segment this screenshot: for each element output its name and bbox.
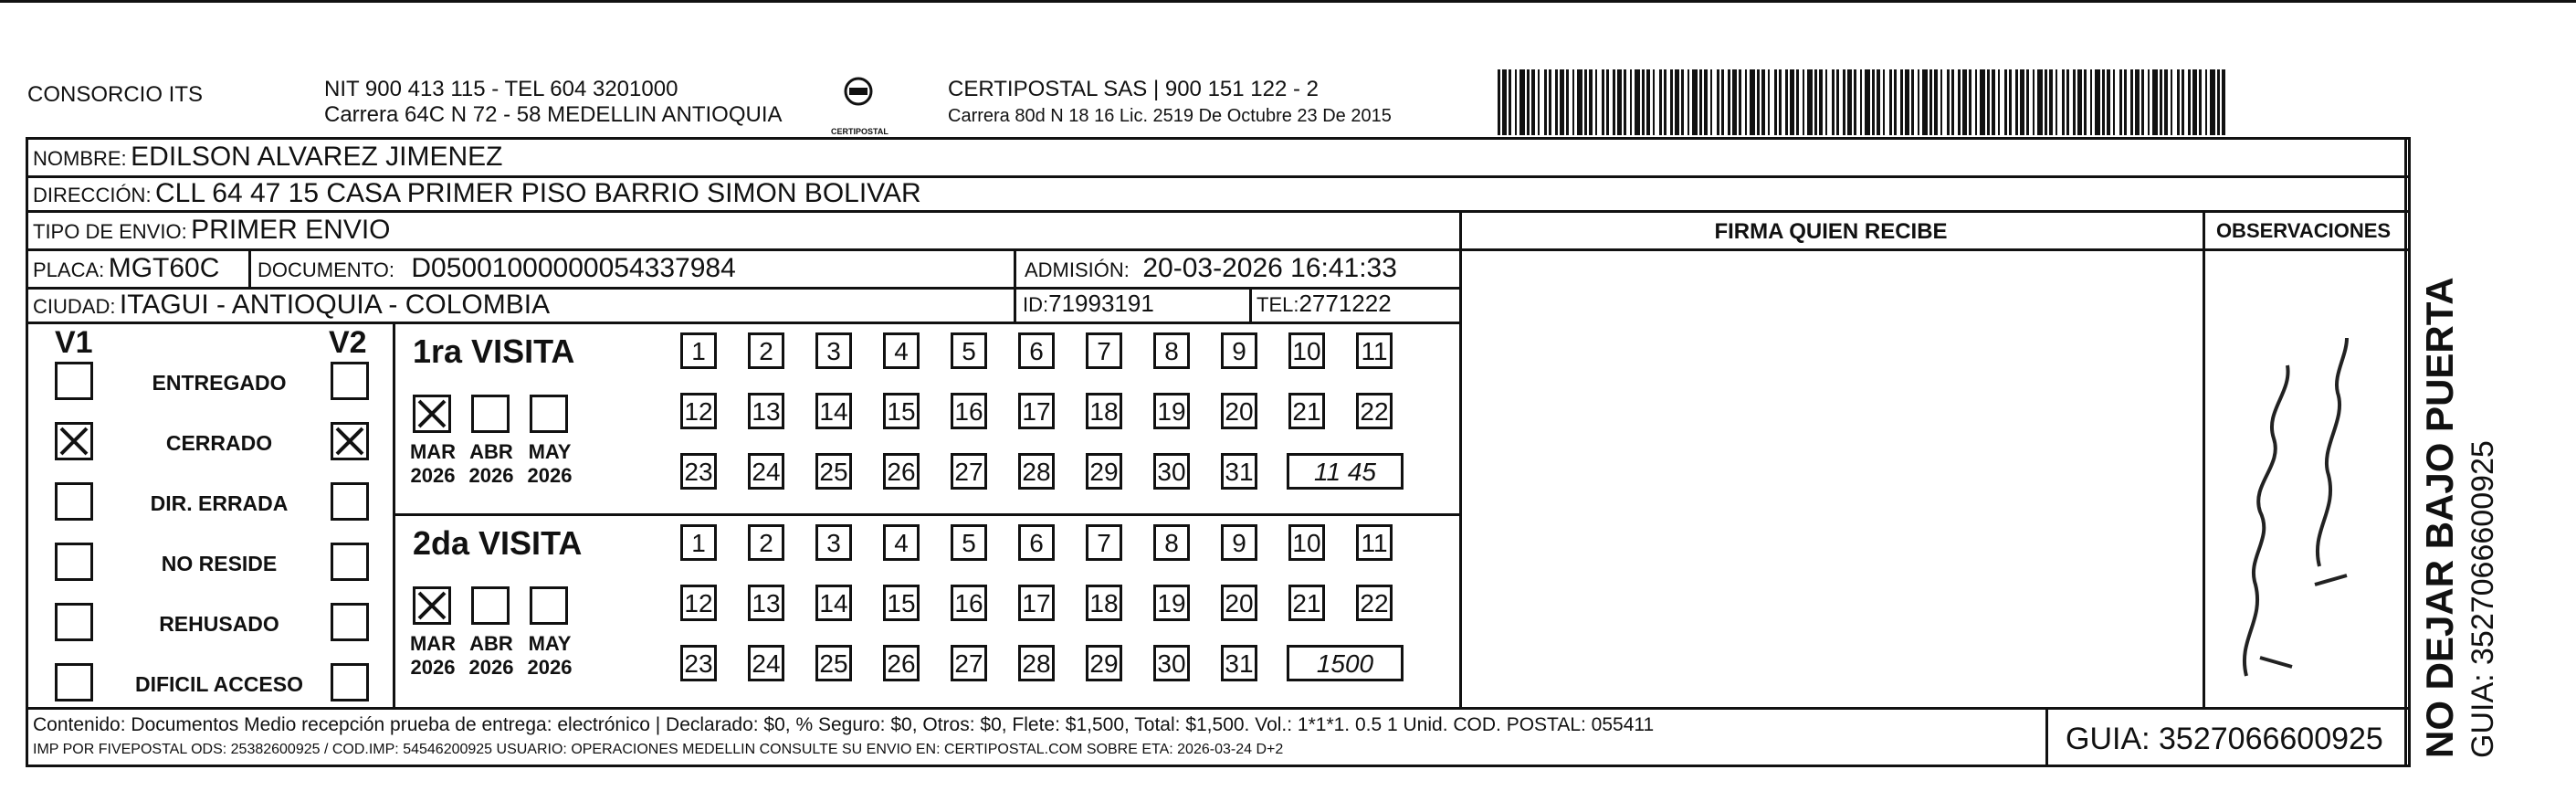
barcode-bar: [2171, 69, 2172, 135]
barcode-bar: [1929, 69, 1932, 135]
barcode-bar: [2095, 69, 2100, 135]
barcode-bar: [1951, 69, 1954, 135]
day-box[interactable]: 28: [1018, 645, 1055, 681]
day-box[interactable]: 29: [1086, 453, 1122, 490]
day-box[interactable]: 6: [1018, 524, 1055, 561]
v2-checkbox[interactable]: [331, 603, 369, 641]
tel-value: 2771222: [1299, 290, 1392, 317]
barcode-bar: [1987, 69, 1990, 135]
v1-checkbox[interactable]: [55, 603, 93, 641]
name-row: [33, 142, 502, 173]
day-box[interactable]: 14: [815, 585, 852, 621]
barcode-bar: [1617, 69, 1622, 135]
barcode-bar: [1969, 69, 1971, 135]
day-box[interactable]: 24: [748, 453, 784, 490]
visit1-title: 1ra VISITA: [413, 332, 575, 370]
handwritten-time: 1500: [1287, 645, 1404, 681]
day-box[interactable]: 11: [1356, 332, 1393, 369]
barcode-bar: [1980, 69, 1985, 135]
month-label: [464, 440, 519, 488]
barcode-bar: [2199, 69, 2202, 135]
barcode-bar: [1670, 69, 1673, 135]
barcode-bar: [1519, 69, 1525, 135]
v1-checkbox[interactable]: [55, 482, 93, 521]
barcode-bar: [1509, 69, 1511, 135]
barcode-bar: [1934, 69, 1938, 135]
handwritten-time: 11 45: [1287, 453, 1404, 490]
barcode-bar: [2090, 69, 2092, 135]
barcode-bar: [1803, 69, 1804, 135]
barcode-bar: [1975, 69, 1977, 135]
v2-checkbox[interactable]: [331, 422, 369, 460]
row-divider: [1459, 248, 2411, 251]
barcode-bar: [1613, 69, 1615, 135]
barcode-bar: [1877, 69, 1880, 135]
day-box[interactable]: 15: [883, 585, 920, 621]
certipostal-line-1: CERTIPOSTAL SAS | 900 151 122 - 2: [948, 77, 1319, 101]
day-box[interactable]: 21: [1288, 585, 1325, 621]
day-box[interactable]: 31: [1221, 453, 1257, 490]
day-box[interactable]: 12: [680, 393, 717, 429]
barcode-bar: [1947, 69, 1950, 135]
month-year: 2026: [410, 464, 456, 487]
month-label: [405, 632, 460, 680]
barcode-bar: [1584, 69, 1587, 135]
barcode-bar: [2192, 69, 2197, 135]
day-box[interactable]: 13: [748, 585, 784, 621]
day-box[interactable]: 5: [951, 524, 987, 561]
barcode-bar: [1595, 69, 1597, 135]
day-box[interactable]: 31: [1221, 645, 1257, 681]
barcode-bar: [1847, 69, 1852, 135]
certipostal-line-2: Carrera 80d N 18 16 Lic. 2519 De Octubre 23 De 2015: [948, 106, 1392, 126]
observations-header: OBSERVACIONES: [2215, 219, 2392, 242]
tel-label: TEL:: [1256, 293, 1299, 316]
barcode-bar: [1498, 69, 1500, 135]
company-name: CONSORCIO ITS: [27, 82, 204, 107]
barcode-bar: [1659, 69, 1662, 135]
barcode-bar: [2049, 69, 2053, 135]
barcode-bar: [1549, 69, 1551, 135]
barcode: [1498, 69, 2228, 135]
month-year: 2026: [410, 656, 456, 679]
barcode-bar: [1717, 69, 1719, 135]
day-box[interactable]: 23: [680, 645, 717, 681]
day-box[interactable]: 11: [1356, 524, 1393, 561]
day-box[interactable]: 30: [1153, 645, 1190, 681]
day-box[interactable]: 3: [815, 524, 852, 561]
barcode-bar: [2124, 69, 2127, 135]
barcode-bar: [1653, 69, 1655, 135]
col-divider: [2404, 137, 2407, 767]
month-label: [405, 440, 460, 488]
month-year: 2026: [527, 656, 573, 679]
day-box[interactable]: 4: [883, 332, 920, 369]
month-label: [522, 632, 577, 680]
barcode-bar: [2073, 69, 2076, 135]
v1-checkbox[interactable]: [55, 362, 93, 400]
barcode-bar: [2066, 69, 2069, 135]
day-box[interactable]: 28: [1018, 453, 1055, 490]
day-box[interactable]: 4: [883, 524, 920, 561]
barcode-bar: [1779, 69, 1782, 135]
barcode-bar: [1940, 69, 1942, 135]
barcode-bar: [1630, 69, 1632, 135]
nit-line-1: NIT 900 413 115 - TEL 604 3201000: [324, 77, 678, 101]
day-box[interactable]: 17: [1018, 585, 1055, 621]
barcode-bar: [2164, 69, 2168, 135]
month-name: ABR: [469, 632, 513, 655]
barcode-bar: [1688, 69, 1689, 135]
type-value: PRIMER ENVIO: [191, 215, 391, 245]
day-box[interactable]: 25: [815, 645, 852, 681]
id-label: ID:: [1023, 293, 1049, 316]
barcode-bar: [2222, 69, 2225, 135]
col-divider: [1249, 287, 1252, 322]
barcode-bar: [1502, 69, 1507, 135]
barcode-bar: [2130, 69, 2133, 135]
side-title: [2418, 277, 2462, 758]
barcode-bar: [1602, 69, 1604, 135]
col-divider: [248, 248, 251, 287]
barcode-bar: [1606, 69, 1609, 135]
barcode-bar: [2135, 69, 2140, 135]
side-guia-text: GUIA: 3527066600925: [2466, 440, 2500, 758]
barcode-bar: [1635, 69, 1640, 135]
day-box[interactable]: 26: [883, 453, 920, 490]
day-box[interactable]: 10: [1288, 332, 1325, 369]
day-box[interactable]: 8: [1153, 332, 1190, 369]
barcode-bar: [1790, 69, 1794, 135]
barcode-bar: [1721, 69, 1724, 135]
col-divider: [2045, 707, 2048, 767]
status-label: DIR. ERRADA: [150, 491, 289, 515]
month-label: [464, 632, 519, 680]
status-label: DIFICIL ACCESO: [134, 672, 303, 696]
barcode-bar: [1814, 69, 1817, 135]
certipostal-logo: [831, 75, 888, 136]
nit-line-2: Carrera 64C N 72 - 58 MEDELLIN ANTIOQUIA: [324, 102, 783, 127]
v1-checkbox[interactable]: [55, 422, 93, 460]
row-divider: [26, 322, 1459, 324]
day-box[interactable]: 1: [680, 332, 717, 369]
month-name: MAR: [409, 440, 457, 463]
day-box[interactable]: 21: [1288, 393, 1325, 429]
plate-label: PLACA:: [33, 258, 105, 281]
barcode-bar: [2148, 69, 2150, 135]
day-box[interactable]: 2: [748, 524, 784, 561]
col-divider: [1459, 210, 1462, 707]
barcode-bar: [2113, 69, 2115, 135]
barcode-bar: [2160, 69, 2162, 135]
city-label: CIUDAD:: [33, 295, 116, 318]
city-row: [33, 290, 550, 321]
barcode-bar: [2037, 69, 2043, 135]
admission-value: 20-03-2026 16:41:33: [1142, 253, 1397, 283]
v2-checkbox[interactable]: [331, 663, 369, 701]
day-box[interactable]: 30: [1153, 453, 1190, 490]
barcode-bar: [2210, 69, 2215, 135]
barcode-bar: [2188, 69, 2191, 135]
barcode-bar: [1692, 69, 1698, 135]
barcode-bar: [2026, 69, 2029, 135]
type-row: [33, 215, 391, 246]
visit2-title: 2da VISITA: [413, 524, 583, 562]
barcode-bar: [1768, 69, 1770, 135]
day-box[interactable]: 16: [951, 393, 987, 429]
barcode-bar: [1911, 69, 1914, 135]
barcode-bar: [2182, 69, 2184, 135]
day-box[interactable]: 19: [1153, 393, 1190, 429]
barcode-bar: [2217, 69, 2220, 135]
footer-guia: GUIA: 3527066600925: [2066, 722, 2383, 756]
barcode-bar: [2033, 69, 2035, 135]
name-value: EDILSON ALVAREZ JIMENEZ: [131, 142, 503, 172]
row-divider: [26, 210, 2411, 213]
barcode-bar: [1774, 69, 1777, 135]
barcode-bar: [1515, 69, 1517, 135]
side-title-text: NO DEJAR BAJO PUERTA: [2418, 277, 2461, 758]
day-box[interactable]: 19: [1153, 585, 1190, 621]
day-box[interactable]: 6: [1018, 332, 1055, 369]
admission-row: [1025, 253, 1397, 284]
day-box[interactable]: 12: [680, 585, 717, 621]
barcode-bar: [1905, 69, 1909, 135]
day-box[interactable]: 22: [1356, 585, 1393, 621]
logo-text: CERTIPOSTAL: [831, 127, 888, 136]
barcode-bar: [1699, 69, 1702, 135]
month-checkbox[interactable]: [413, 586, 451, 625]
month-checkbox[interactable]: [530, 586, 568, 625]
barcode-bar: [2020, 69, 2024, 135]
day-box[interactable]: 23: [680, 453, 717, 490]
barcode-bar: [1825, 69, 1827, 135]
barcode-bar: [1918, 69, 1919, 135]
type-label: TIPO DE ENVIO:: [33, 220, 187, 243]
barcode-bar: [1728, 69, 1730, 135]
day-box[interactable]: 8: [1153, 524, 1190, 561]
barcode-bar: [1566, 69, 1569, 135]
admission-label: ADMISIÓN:: [1025, 258, 1130, 281]
barcode-bar: [2119, 69, 2122, 135]
day-box[interactable]: 3: [815, 332, 852, 369]
day-box[interactable]: 27: [951, 453, 987, 490]
barcode-bar: [2084, 69, 2087, 135]
barcode-bar: [1998, 69, 2000, 135]
barcode-bar: [1785, 69, 1788, 135]
month-year: 2026: [468, 464, 514, 487]
month-label: [522, 440, 577, 488]
barcode-bar: [2004, 69, 2007, 135]
barcode-bar: [1807, 69, 1813, 135]
day-box[interactable]: 15: [883, 393, 920, 429]
v2-checkbox[interactable]: [331, 482, 369, 521]
day-box[interactable]: 7: [1086, 524, 1122, 561]
v2-header: V2: [329, 325, 367, 360]
status-label: ENTREGADO: [152, 371, 287, 395]
barcode-bar: [1761, 69, 1765, 135]
barcode-bar: [1922, 69, 1928, 135]
col-divider: [2203, 210, 2205, 707]
barcode-bar: [1883, 69, 1885, 135]
day-box[interactable]: 20: [1221, 585, 1257, 621]
barcode-bar: [1889, 69, 1892, 135]
document-row: [258, 253, 736, 284]
barcode-bar: [1675, 69, 1679, 135]
barcode-bar: [1819, 69, 1823, 135]
month-checkbox[interactable]: [530, 395, 568, 433]
signature-header: FIRMA QUIEN RECIBE: [1714, 219, 1948, 244]
day-box[interactable]: 22: [1356, 393, 1393, 429]
row-divider: [26, 248, 1459, 251]
month-name: MAR: [409, 632, 457, 655]
barcode-bar: [1527, 69, 1530, 135]
barcode-bar: [1836, 69, 1839, 135]
status-label: CERRADO: [165, 431, 273, 455]
id-value: 71993191: [1048, 290, 1154, 317]
barcode-bar: [2015, 69, 2018, 135]
month-name: MAY: [528, 632, 572, 655]
month-year: 2026: [468, 656, 514, 679]
day-box[interactable]: 1: [680, 524, 717, 561]
address-row: [33, 178, 921, 209]
barcode-bar: [2045, 69, 2047, 135]
status-label: NO RESIDE: [161, 552, 278, 575]
barcode-bar: [1555, 69, 1558, 135]
day-box[interactable]: 10: [1288, 524, 1325, 561]
v2-checkbox[interactable]: [331, 543, 369, 581]
day-box[interactable]: 14: [815, 393, 852, 429]
document-value: D05001000000054337984: [411, 253, 736, 283]
barcode-bar: [1962, 69, 1967, 135]
day-box[interactable]: 25: [815, 453, 852, 490]
barcode-bar: [1900, 69, 1903, 135]
barcode-bar: [1739, 69, 1741, 135]
day-box[interactable]: 16: [951, 585, 987, 621]
v1-checkbox[interactable]: [55, 663, 93, 701]
barcode-bar: [1860, 69, 1862, 135]
day-box[interactable]: 18: [1086, 393, 1122, 429]
day-box[interactable]: 26: [883, 645, 920, 681]
barcode-bar: [1843, 69, 1845, 135]
plate-row: [33, 253, 219, 284]
barcode-bar: [1624, 69, 1626, 135]
name-label: NOMBRE:: [33, 147, 127, 170]
id-row: [1023, 290, 1154, 318]
plate-value: MGT60C: [108, 253, 220, 283]
city-value: ITAGUI - ANTIOQUIA - COLOMBIA: [119, 290, 551, 320]
barcode-bar: [1992, 69, 1995, 135]
day-box[interactable]: 13: [748, 393, 784, 429]
month-name: ABR: [469, 440, 513, 463]
v2-checkbox[interactable]: [331, 362, 369, 400]
month-year: 2026: [527, 464, 573, 487]
barcode-bar: [1894, 69, 1897, 135]
side-guia: [2466, 440, 2501, 758]
day-box[interactable]: 9: [1221, 524, 1257, 561]
barcode-bar: [1832, 69, 1835, 135]
barcode-bar: [2177, 69, 2180, 135]
day-box[interactable]: 24: [748, 645, 784, 681]
barcode-bar: [1538, 69, 1540, 135]
day-box[interactable]: 27: [951, 645, 987, 681]
barcode-bar: [1544, 69, 1547, 135]
tel-row: [1256, 290, 1392, 318]
barcode-bar: [1750, 69, 1755, 135]
barcode-bar: [1589, 69, 1593, 135]
barcode-bar: [1681, 69, 1684, 135]
barcode-bar: [2102, 69, 2105, 135]
day-box[interactable]: 17: [1018, 393, 1055, 429]
barcode-bar: [1704, 69, 1708, 135]
barcode-bar: [1745, 69, 1747, 135]
barcode-bar: [1710, 69, 1712, 135]
footer-divider: [26, 707, 2411, 710]
col-divider: [1014, 248, 1016, 322]
barcode-bar: [1872, 69, 1875, 135]
day-box[interactable]: 18: [1086, 585, 1122, 621]
address-value: CLL 64 47 15 CASA PRIMER PISO BARRIO SIMON BOLIVAR: [155, 178, 921, 208]
col-divider: [393, 513, 1459, 516]
barcode-bar: [1572, 69, 1574, 135]
day-box[interactable]: 7: [1086, 332, 1122, 369]
day-box[interactable]: 20: [1221, 393, 1257, 429]
v1-checkbox[interactable]: [55, 543, 93, 581]
address-label: DIRECCIÓN:: [33, 184, 152, 206]
barcode-bar: [1732, 69, 1737, 135]
barcode-bar: [1560, 69, 1564, 135]
month-checkbox[interactable]: [471, 586, 510, 625]
barcode-bar: [1577, 69, 1582, 135]
barcode-bar: [1642, 69, 1645, 135]
barcode-bar: [2107, 69, 2110, 135]
day-box[interactable]: 5: [951, 332, 987, 369]
status-label: REHUSADO: [159, 612, 279, 636]
barcode-bar: [1664, 69, 1667, 135]
top-edge-line: [0, 0, 2576, 3]
barcode-bar: [1646, 69, 1650, 135]
day-box[interactable]: 29: [1086, 645, 1122, 681]
barcode-bar: [2141, 69, 2144, 135]
barcode-bar: [1531, 69, 1535, 135]
month-name: MAY: [528, 440, 572, 463]
barcode-bar: [2009, 69, 2012, 135]
barcode-bar: [1854, 69, 1856, 135]
barcode-bar: [2077, 69, 2082, 135]
month-checkbox[interactable]: [471, 395, 510, 433]
v1-header: V1: [55, 325, 93, 360]
month-checkbox[interactable]: [413, 395, 451, 433]
barcode-bar: [2205, 69, 2207, 135]
barcode-bar: [2062, 69, 2065, 135]
barcode-bar: [1757, 69, 1760, 135]
document-label: DOCUMENTO:: [258, 258, 394, 281]
barcode-bar: [1865, 69, 1870, 135]
handwritten-observation: [2210, 311, 2392, 694]
barcode-bar: [2056, 69, 2057, 135]
day-box[interactable]: 9: [1221, 332, 1257, 369]
barcode-bar: [1796, 69, 1799, 135]
barcode-bar: [1958, 69, 1961, 135]
barcode-bar: [2152, 69, 2158, 135]
day-box[interactable]: 2: [748, 332, 784, 369]
footer-line-2: IMP POR FIVEPOSTAL ODS: 25382600925 / COD.IMP: 54546200925 USUARIO: OPERACIONES MEDELLIN CONSULTE SU ENVIO EN: CERTIPOSTAL.COM SOBRE ETA: 2026-03-24 D+2: [33, 742, 1284, 757]
footer-line-1: Contenido: Documentos Medio recepción prueba de entrega: electrónico | Declarado: $0, % Seguro: $0, Otros: $0, Flete: $1,500, Total: $1,500. Vol.: 1*1*1. 0.5 1 Unid. COD. POSTAL: 055411: [33, 714, 1655, 735]
